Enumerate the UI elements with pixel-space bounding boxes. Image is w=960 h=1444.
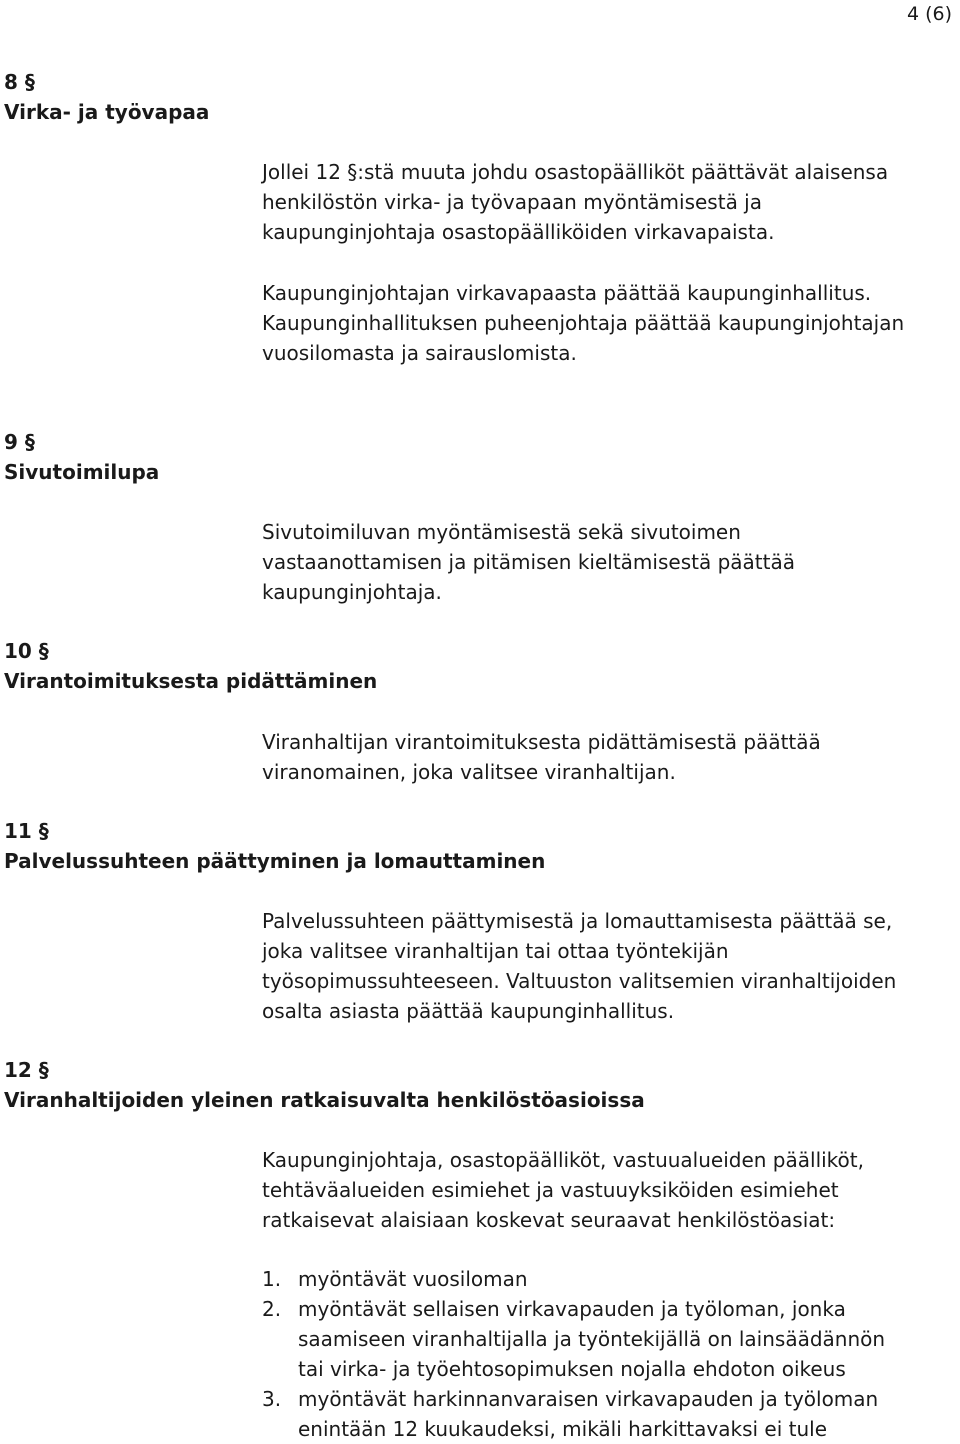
section-11-heading [4, 816, 545, 876]
section-12-paragraph-1 [262, 1145, 952, 1235]
text-line: Jollei 12 §:stä muuta johdu osastopäälliköt päättävät alaisensa [262, 160, 889, 184]
text-line: vuosilomasta ja sairauslomista. [262, 341, 577, 365]
text-line: Kaupunginhallituksen puheenjohtaja päättää kaupunginjohtajan [262, 311, 905, 335]
text-line: tai virka- ja työehtosopimuksen nojalla ehdoton oikeus [298, 1357, 846, 1381]
section-9-paragraph-1 [262, 517, 952, 607]
section-12-list [262, 1264, 952, 1444]
section-number: 8 § [4, 70, 35, 94]
section-title: Virantoimituksesta pidättäminen [4, 669, 378, 693]
section-title: Sivutoimilupa [4, 460, 160, 484]
text-line: Viranhaltijan virantoimituksesta pidättämisestä päättää [262, 730, 821, 754]
section-number: 11 § [4, 819, 49, 843]
text-line: osalta asiasta päättää kaupunginhallitus. [262, 999, 675, 1023]
list-number: 2. [262, 1297, 282, 1321]
section-title: Palvelussuhteen päättyminen ja lomauttaminen [4, 849, 546, 873]
text-line: kaupunginjohtaja. [262, 580, 442, 604]
text-line: saamiseen viranhaltijalla ja työntekijällä on lainsäädännön [298, 1327, 886, 1351]
text-line: myöntävät sellaisen virkavapauden ja työloman, jonka [298, 1297, 846, 1321]
text-line: Palvelussuhteen päättymisestä ja lomauttamisesta päättää se, [262, 909, 893, 933]
section-number: 12 § [4, 1058, 49, 1082]
text-line: viranomainen, joka valitsee viranhaltijan. [262, 760, 676, 784]
section-number: 10 § [4, 639, 49, 663]
text-line: myöntävät vuosiloman [298, 1267, 528, 1291]
text-line: työsopimussuhteeseen. Valtuuston valitsemien viranhaltijoiden [262, 969, 897, 993]
list-item [262, 1294, 952, 1384]
text-line: henkilöstön virka- ja työvapaan myöntämisestä ja [262, 190, 762, 214]
list-item [262, 1384, 952, 1444]
section-8-paragraph-1 [262, 157, 952, 247]
text-line: myöntävät harkinnanvaraisen virkavapauden ja työloman [298, 1387, 879, 1411]
text-line: ratkaisevat alaisiaan koskevat seuraavat henkilöstöasiat: [262, 1208, 836, 1232]
section-number: 9 § [4, 430, 35, 454]
section-10-paragraph-1 [262, 727, 952, 787]
section-11-paragraph-1 [262, 906, 952, 1026]
section-12-heading [4, 1055, 645, 1115]
text-line: vastaanottamisen ja pitämisen kieltämisestä päättää [262, 550, 795, 574]
section-8-heading [4, 67, 209, 127]
section-title: Viranhaltijoiden yleinen ratkaisuvalta henkilöstöasioissa [4, 1088, 645, 1112]
list-number: 3. [262, 1387, 282, 1411]
text-line: enintään 12 kuukaudeksi, mikäli harkittavaksi ei tule [298, 1417, 827, 1441]
list-item [262, 1264, 952, 1294]
text-line: Kaupunginjohtajan virkavapaasta päättää kaupunginhallitus. [262, 281, 872, 305]
text-line: kaupunginjohtaja osastopäälliköiden virkavapaista. [262, 220, 775, 244]
page-number: 4 (6) [906, 3, 952, 25]
section-10-heading [4, 636, 377, 696]
text-line: tehtäväalueiden esimiehet ja vastuuyksiköiden esimiehet [262, 1178, 839, 1202]
section-title: Virka- ja työvapaa [4, 100, 210, 124]
text-line: joka valitsee viranhaltijan tai ottaa työntekijän [262, 939, 729, 963]
text-line: Kaupunginjohtaja, osastopäälliköt, vastuualueiden päälliköt, [262, 1148, 864, 1172]
section-9-heading [4, 427, 159, 487]
text-line: Sivutoimiluvan myöntämisestä sekä sivutoimen [262, 520, 741, 544]
section-8-paragraph-2 [262, 278, 952, 368]
list-number: 1. [262, 1267, 282, 1291]
